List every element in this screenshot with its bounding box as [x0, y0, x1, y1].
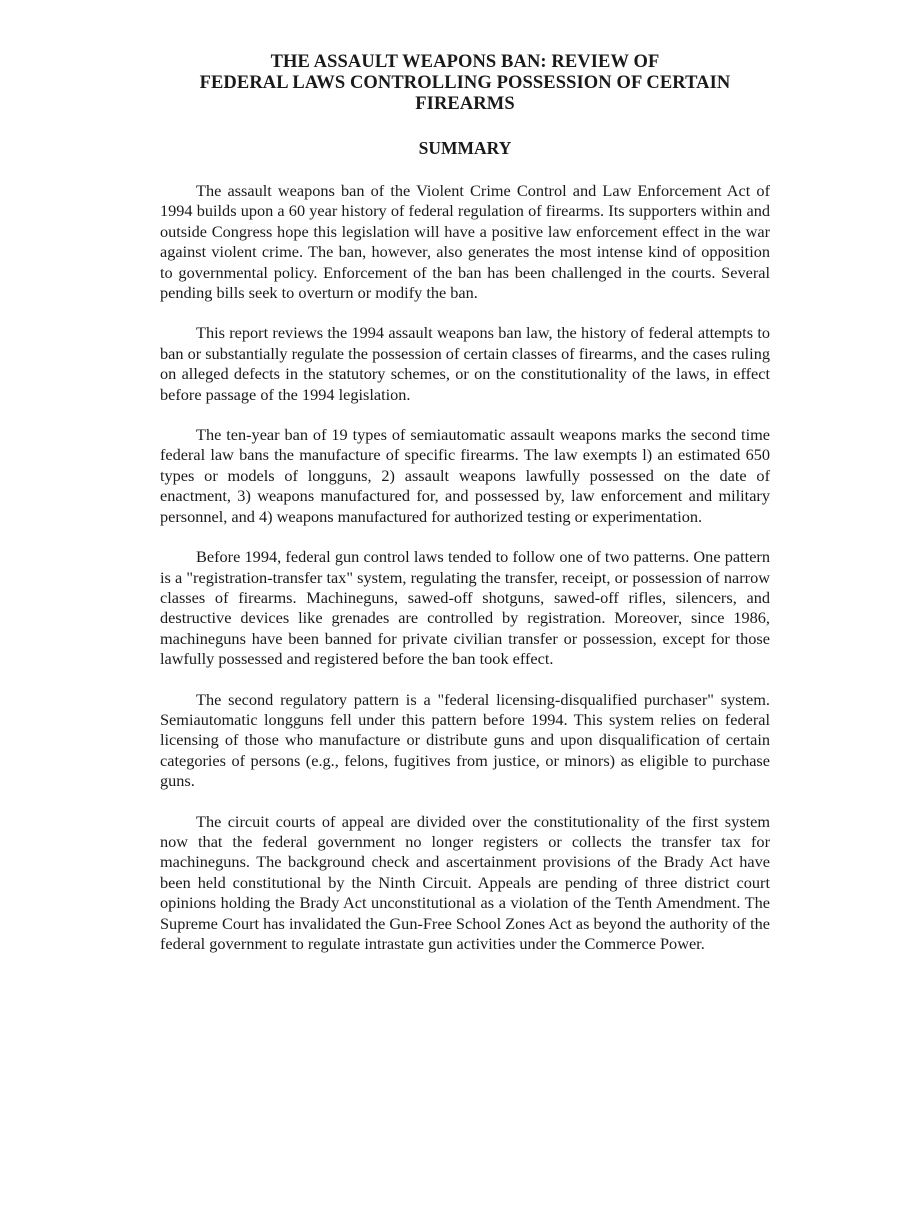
summary-heading: SUMMARY: [418, 138, 512, 158]
paragraph-courts: The circuit courts of appeal are divided over the constitutionality of the first system now that the federal government no longer registers or collects the transfer tax for machineguns. The background check and ascertainment provisions of the Brady Act have been held constitutional by the Ninth Circuit. Appeals are pending of three district court opinions holding the Brady Act unconstitutional as a violation of the Tenth Amendment. The Supreme Court has invalidated the Gun-Free School Zones Act as beyond the authority of the federal government to regulate intrastate gun activities under the Commerce Power.: [160, 811, 770, 953]
paragraph-second-pattern: The second regulatory pattern is a "federal licensing-disqualified purchaser" system. Semiautomatic longguns fell under this pattern before 1994. This system relies on federal licensing of those who manufacture or distribute guns and upon disqualification of certain categories of persons (e.g., felons, fugitives from justice, or minors) as eligible to purchase guns.: [160, 689, 770, 791]
paragraph-ten-year-ban: The ten-year ban of 19 types of semiautomatic assault weapons marks the second time federal law bans the manufacture of specific firearms. The law exempts l) an estimated 650 types or models of longguns, 2) assault weapons lawfully possessed on the date of enactment, 3) weapons manufactured for, and possessed by, law enforcement and military personnel, and 4) weapons manufactured for authorized testing or experimentation.: [160, 425, 770, 526]
paragraph-patterns: Before 1994, federal gun control laws tended to follow one of two patterns. One pattern is a "registration-transfer tax" system, regulating the transfer, receipt, or possession of narrow classes of firearms. Machineguns, sawed-off shotguns, sawed-off rifles, silencers, and destructive devices like grenades are controlled by registration. Moreover, since 1986, machineguns have been banned for private civilian transfer or possession, except for those lawfully possessed and registered before the ban took effect.: [160, 547, 770, 669]
title-line-2: FEDERAL LAWS CONTROLLING POSSESSION OF CERTAIN: [199, 73, 731, 93]
document-page: [160, 52, 770, 974]
title-line-3: FIREARMS: [415, 94, 515, 114]
paragraph-intro: The assault weapons ban of the Violent Crime Control and Law Enforcement Act of 1994 builds upon a 60 year history of federal regulation of firearms. Its supporters within and outside Congress hope this legislation will have a positive law enforcement effect in the war against violent crime. The ban, however, also generates the most intense kind of opposition to governmental policy. Enforcement of the ban has been challenged in the courts. Several pending bills seek to overturn or modify the ban.: [160, 181, 770, 303]
title-line-1: THE ASSAULT WEAPONS BAN: REVIEW OF: [270, 52, 660, 72]
paragraph-report-scope: This report reviews the 1994 assault weapons ban law, the history of federal attempts to ban or substantially regulate the possession of certain classes of firearms, and the cases ruling on alleged defects in the statutory schemes, or on the constitutionality of the laws, in effect before passage of the 1994 legislation.: [160, 323, 770, 404]
document-title: [160, 52, 770, 115]
